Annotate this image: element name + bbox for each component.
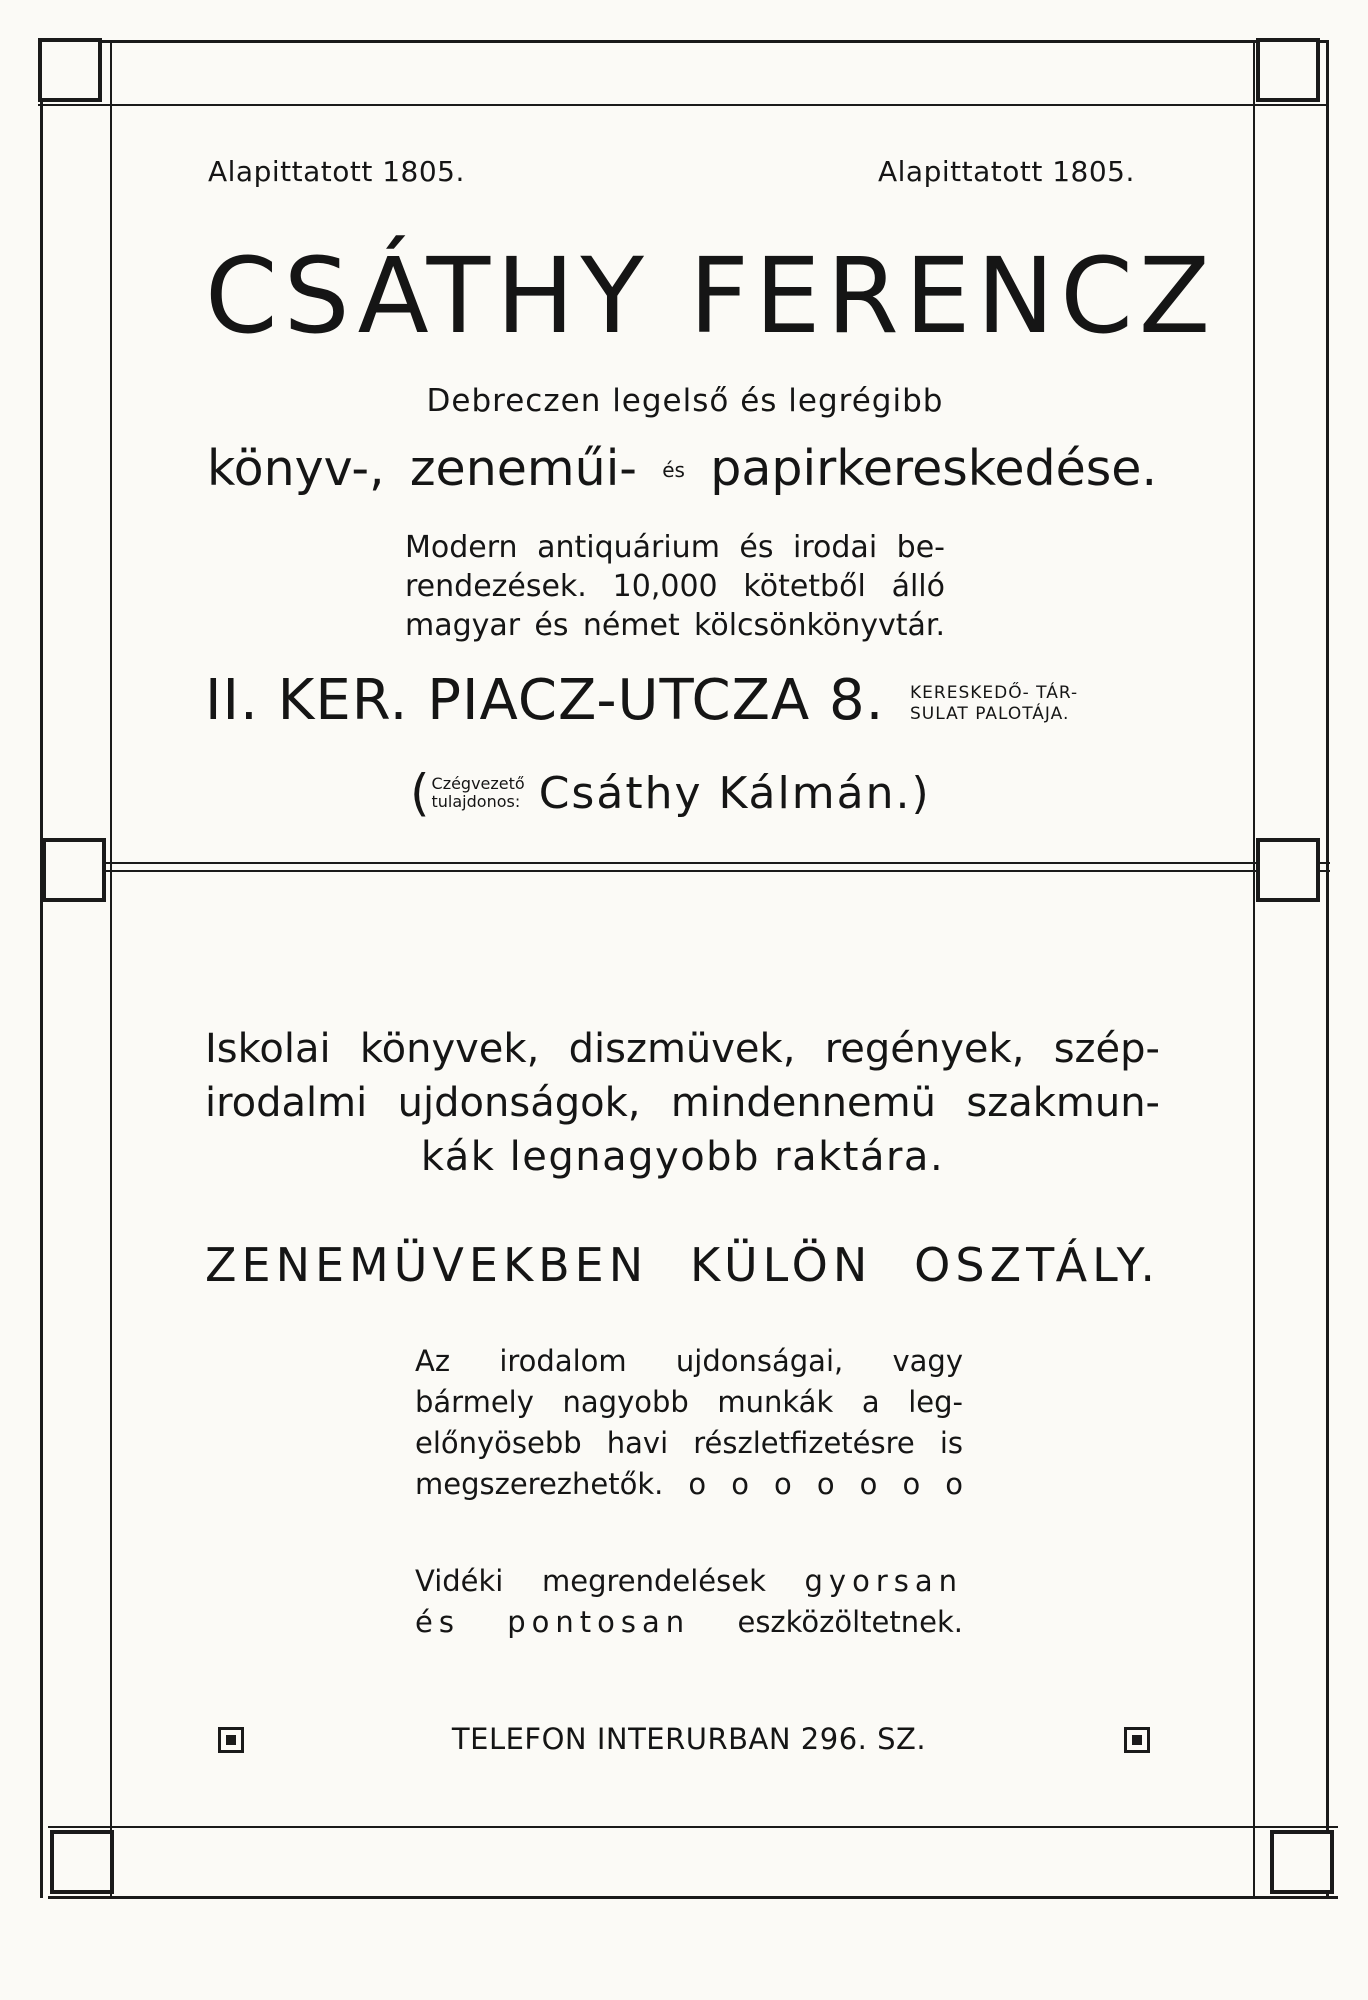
orders-paragraph [415, 1561, 963, 1643]
frame-mid-line-a [40, 862, 1330, 864]
frame-left-outer [40, 40, 43, 1898]
music-department-heading: ZENEMÜVEKBEN KÜLÖN OSZTÁLY. [205, 1238, 1160, 1292]
address-note-line-1: KERESKEDŐ- TÁR- [910, 683, 1079, 703]
manager-name: Csáthy Kálmán.) [538, 767, 931, 819]
square-bullet-right-icon [1124, 1727, 1150, 1753]
orders-line-2 [415, 1602, 963, 1643]
services-line: magyar és német kölcsönkönyvtár. [405, 608, 945, 643]
frame-bottom-outer [48, 1896, 1338, 1899]
stock-paragraph [205, 1022, 1160, 1184]
manager-caption-line-1: Czégvezető [431, 774, 525, 793]
founded-left: Alapittatott 1805. [208, 155, 465, 188]
frame-corner-square-top-left [38, 38, 102, 102]
orders-line-1-spaced: gyorsan [804, 1564, 964, 1598]
services-paragraph [405, 528, 945, 645]
installments-line: bármely nagyobb munkák a leg- [415, 1385, 963, 1419]
manager-line [410, 764, 931, 822]
frame-corner-square-bottom-right [1270, 1830, 1334, 1894]
orders-line-2-end: eszközöltetnek. [737, 1605, 963, 1639]
stock-line: irodalmi ujdonságok, mindennemü szakmun- [205, 1080, 1160, 1126]
frame-mid-line-b [40, 870, 1330, 872]
installments-line: megszerezhetők. o o o o o o o [415, 1467, 963, 1501]
intro-line-2-part-2: papirkereskedése. [710, 440, 1158, 497]
installments-paragraph [415, 1341, 963, 1505]
square-bullet-left-icon [218, 1727, 244, 1753]
company-name: CSÁTHY FERENCZ [205, 235, 1217, 357]
services-line: Modern antiquárium és irodai be- [405, 530, 945, 565]
frame-left-inner [110, 40, 112, 1898]
telephone-line: TELEFON INTERURBAN 296. SZ. [451, 1722, 927, 1756]
founded-right: Alapittatott 1805. [878, 155, 1135, 188]
stock-line: kák legnagyobb raktára. [420, 1134, 945, 1180]
installments-line: Az irodalom ujdonságai, vagy [415, 1344, 963, 1378]
stock-line: Iskolai könyvek, diszmüvek, regények, szép- [205, 1026, 1160, 1072]
orders-line-2-spaced-b: pontosan [507, 1605, 691, 1639]
frame-right-outer [1326, 40, 1329, 1898]
orders-line-1-start: Vidéki megrendelések [415, 1564, 766, 1598]
intro-line-2-small: és [662, 458, 685, 482]
frame-right-inner [1253, 40, 1255, 1898]
frame-top-outer [38, 40, 1328, 43]
installments-line: előnyösebb havi részletfizetésre is [415, 1426, 963, 1460]
frame-top-inner [38, 104, 1328, 106]
frame-corner-square-top-right [1256, 38, 1320, 102]
frame-corner-square-mid-left [42, 838, 106, 902]
services-line: rendezések. 10,000 kötetből álló [405, 569, 945, 604]
orders-line-1 [415, 1561, 963, 1602]
manager-open-paren: ( [410, 764, 430, 822]
address-note-line-2: SULAT PALOTÁJA. [910, 704, 1070, 724]
intro-line-2 [207, 440, 1157, 497]
intro-line-2-part-1: könyv-, zeneműi- [207, 440, 637, 497]
orders-line-2-spaced-a: és [415, 1605, 460, 1639]
street-address: II. KER. PIACZ-UTCZA 8. [205, 668, 885, 733]
frame-bottom-inner [48, 1826, 1338, 1828]
manager-caption [432, 775, 525, 811]
manager-caption-line-2: tulajdonos: [431, 792, 521, 811]
address-note [910, 683, 1078, 725]
frame-corner-square-bottom-left [50, 1830, 114, 1894]
frame-corner-square-mid-right [1256, 838, 1320, 902]
intro-line-1: Debreczen legelső és legrégibb [426, 383, 944, 419]
